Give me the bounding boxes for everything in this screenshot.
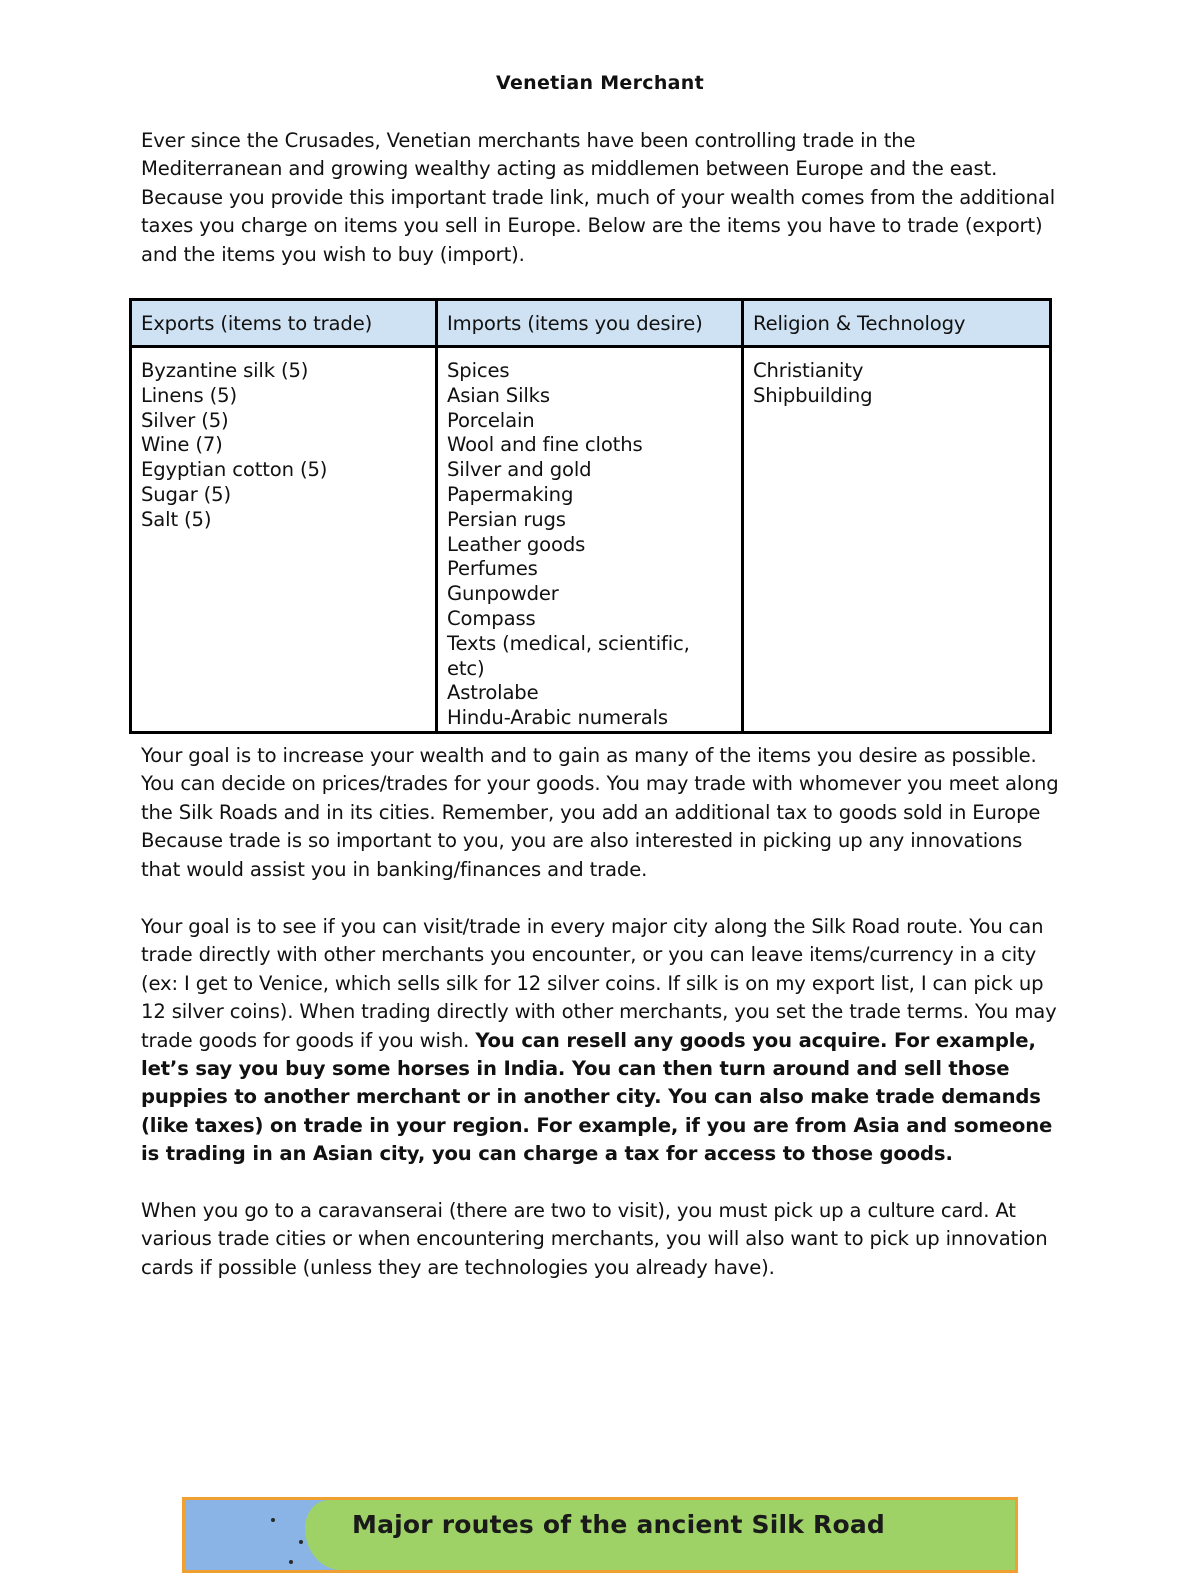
silk-road-map-image: [182, 1497, 1018, 1573]
map-banner-title: Major routes of the ancient Silk Road: [352, 1510, 886, 1539]
goal-paragraph-cities-plain: Your goal is to see if you can visit/trade in every major city along the Silk Road route. You can trade directly with other merchants you encounter, or you can leave items/currency in a city (ex: I get to Venice, which sells silk for 12 silver coins. If silk is on my export list, I can pick up 12 silver coins). When trading directly with other merchants, you set the trade terms. You may trade goods for goods if you wish.: [141, 915, 1057, 1052]
import-item: Silver and gold: [447, 458, 592, 482]
map-city-marker: [289, 1560, 293, 1564]
export-item: Sugar (5): [141, 482, 231, 506]
exports-cell: [131, 347, 437, 733]
import-item: Texts (medical, scientific, etc): [447, 631, 690, 680]
map-city-marker: [299, 1540, 303, 1544]
import-item: Compass: [447, 606, 536, 630]
intro-paragraph: Ever since the Crusades, Venetian merchants have been controlling trade in the Mediterranean and growing wealthy acting as middlemen between Europe and the east. Because you provide this important trade link, much of your wealth comes from the additional taxes you charge on items you sell in Europe. Below are the items you have to trade (export) and the items you wish to buy (import).: [141, 129, 1056, 266]
import-item: Gunpowder: [447, 582, 559, 606]
map-city-marker: [271, 1518, 275, 1522]
import-item: Hindu-Arabic numerals: [447, 706, 668, 730]
religion-technology-item: Shipbuilding: [753, 383, 873, 407]
import-item: Leather goods: [447, 532, 586, 556]
imports-cell: [437, 347, 743, 733]
export-item: Wine (7): [141, 433, 223, 457]
religion-technology-item: Christianity: [753, 359, 864, 382]
religion-technology-cell: [743, 347, 1051, 733]
header-imports: Imports (items you desire): [437, 300, 743, 347]
import-item: Persian rugs: [447, 507, 566, 531]
import-item: Wool and fine cloths: [447, 433, 643, 457]
export-item: Egyptian cotton (5): [141, 458, 328, 482]
goal-paragraph-wealth: Your goal is to increase your wealth and to gain as many of the items you desire as possible. You can decide on prices/trades for your goods. You may trade with whomever you meet along the Silk Roads and in its cities. Remember, you add an additional tax to goods sold in Europe Because trade is so important to you, you are also interested in picking up any innovations that would assist you in banking/finances and trade.: [141, 744, 1059, 881]
export-item: Salt (5): [141, 507, 212, 531]
export-item: Linens (5): [141, 383, 237, 407]
goal-paragraph-cities-bold: You can resell any goods you acquire. For example, let’s say you buy some horses in India. You can then turn around and sell those puppies to another merchant or in another city. You can also make trade demands (like taxes) on trade in your region. For example, if you are from Asia and someone is trading in an Asian city, you can charge a tax for access to those goods.: [141, 1028, 1053, 1166]
import-item: Papermaking: [447, 482, 574, 506]
export-item: Silver (5): [141, 408, 229, 432]
import-item: Astrolabe: [447, 681, 539, 705]
goal-paragraph-cities: [141, 913, 1061, 1169]
import-item: Perfumes: [447, 557, 538, 581]
document-title: Venetian Merchant: [495, 72, 704, 94]
caravanserai-paragraph: When you go to a caravanserai (there are two to visit), you must pick up a culture card. At various trade cities or when encountering merchants, you will also want to pick up innovation cards if possible (unless they are technologies you already have).: [141, 1199, 1048, 1279]
trade-table-body-row: [131, 347, 1051, 733]
header-religion-technology: Religion & Technology: [743, 300, 1051, 347]
export-item: Byzantine silk (5): [141, 359, 309, 382]
import-item: Porcelain: [447, 408, 535, 432]
trade-table-header-row: [131, 300, 1051, 347]
trade-table: [129, 298, 1052, 734]
header-exports: Exports (items to trade): [131, 300, 437, 347]
import-item: Spices: [447, 359, 510, 382]
import-item: Asian Silks: [447, 383, 550, 407]
